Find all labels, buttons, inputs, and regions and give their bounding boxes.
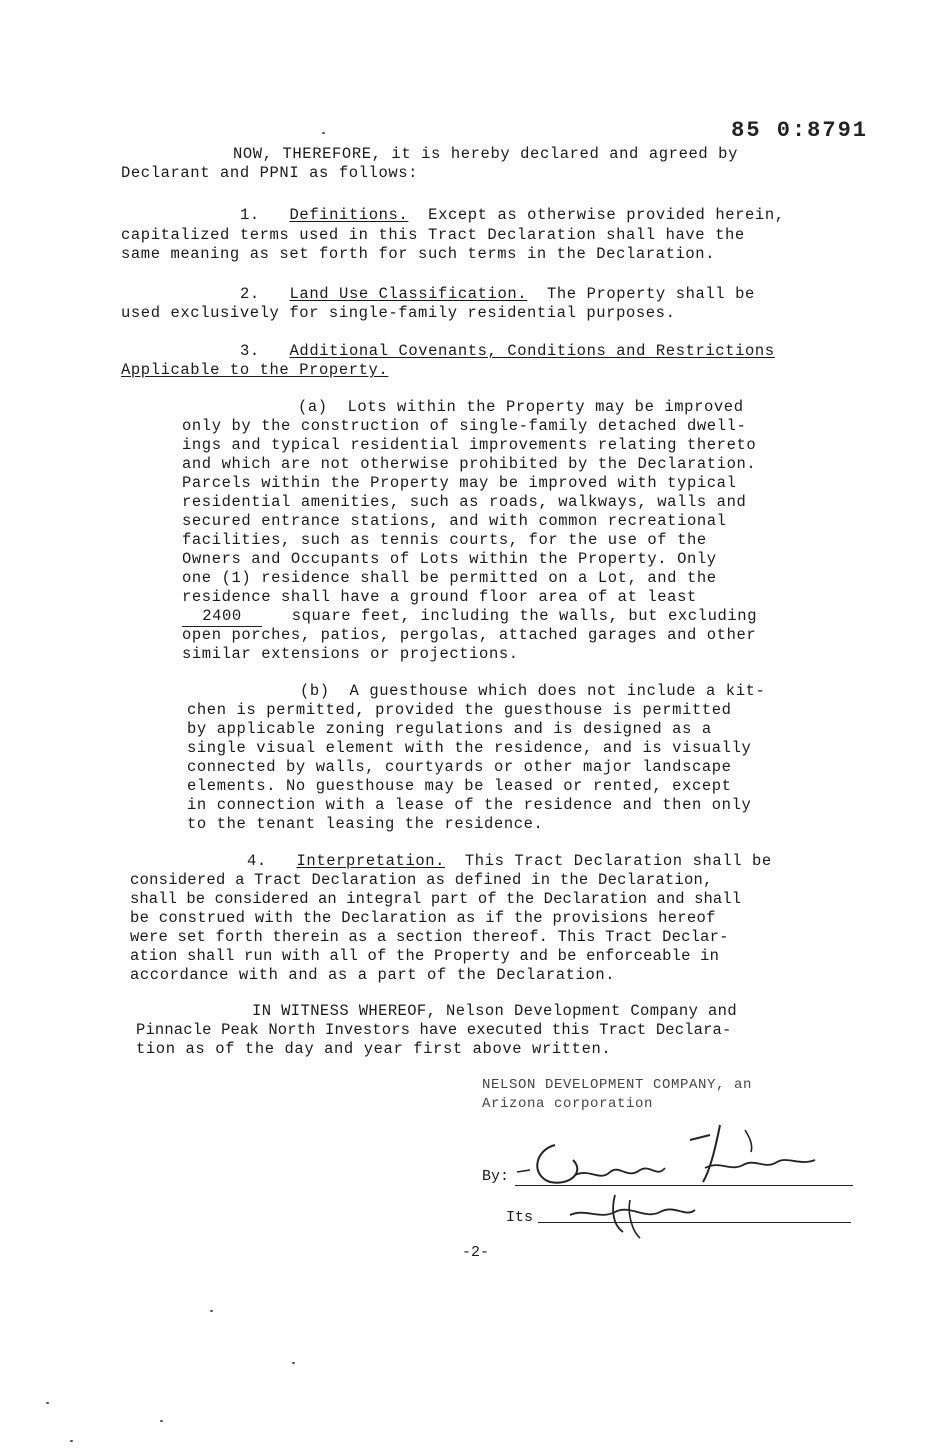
signature-scribble	[515, 1120, 855, 1250]
para-b-line-2: chen is permitted, provided the guesthouse is permitted	[187, 701, 732, 719]
section-4-first-line: 4. Interpretation. This Tract Declaration shall be	[247, 852, 772, 870]
para-a-label: (a)	[298, 398, 328, 416]
page-number: -2-	[462, 1244, 490, 1261]
scan-speck	[70, 1440, 73, 1442]
section-2-first-line: 2. Land Use Classification. The Property shall be	[240, 285, 755, 303]
section-4-line-6: ation shall run with all of the Property and be enforceable in	[130, 947, 720, 965]
para-b-line-7: in connection with a lease of the residence and then only	[187, 796, 752, 814]
intro-line-1: NOW, THEREFORE, it is hereby declared and agreed by	[233, 145, 738, 163]
section-1-heading: Definitions.	[289, 206, 409, 224]
section-2-heading: Land Use Classification.	[289, 285, 528, 303]
para-b-label: (b)	[300, 682, 330, 700]
para-a-line-12: 2400 square feet, including the walls, but excluding	[182, 607, 757, 627]
by-label: By:	[482, 1168, 510, 1185]
section-4-line-2: considered a Tract Declaration as defined in the Declaration,	[130, 871, 713, 889]
witness-line-2: Pinnacle Peak North Investors have executed this Tract Declara-	[136, 1021, 732, 1039]
para-a-first-line: (a) Lots within the Property may be improved	[298, 398, 744, 416]
section-1-line-2: capitalized terms used in this Tract Declaration shall have the	[121, 226, 745, 244]
para-b-line-8: to the tenant leasing the residence.	[187, 815, 544, 833]
area-value-blank: 2400	[182, 607, 262, 627]
para-b-line-3: by applicable zoning regulations and is designed as a	[187, 720, 712, 738]
section-1-first-line: 1. Definitions. Except as otherwise provided herein,	[240, 206, 785, 224]
scan-speck	[292, 1362, 295, 1364]
section-4-line-5: were set forth therein as a section thereof. This Tract Declar-	[130, 928, 729, 946]
para-a-line-6: residential amenities, such as roads, walkways, walls and	[182, 493, 747, 511]
witness-line-1: IN WITNESS WHEREOF, Nelson Development Company and	[252, 1002, 738, 1020]
intro-line-2: Declarant and PPNI as follows:	[121, 164, 419, 182]
section-4-heading: Interpretation.	[296, 852, 446, 870]
scan-speck	[46, 1402, 49, 1404]
section-3-heading-line-1: 3. Additional Covenants, Conditions and Restrictions	[240, 342, 775, 360]
para-b-first-line: (b) A guesthouse which does not include a kit-	[300, 682, 766, 700]
section-4-line-4: be construed with the Declaration as if the provisions hereof	[130, 909, 716, 927]
section-4-line-7: accordance with and as a part of the Declaration.	[130, 966, 616, 984]
para-a-line-10: one (1) residence shall be permitted on a Lot, and the	[182, 569, 717, 587]
signatory-company: NELSON DEVELOPMENT COMPANY, an	[482, 1077, 753, 1093]
para-a-line-11: residence shall have a ground floor area of at least	[182, 588, 697, 606]
section-3-number: 3.	[240, 342, 260, 360]
para-a-line-4: and which are not otherwise prohibited by the Declaration.	[182, 455, 757, 473]
para-b-line-6: elements. No guesthouse may be leased or rented, except	[187, 777, 732, 795]
witness-line-3: tion as of the day and year first above written.	[136, 1040, 612, 1058]
scan-speck	[160, 1420, 163, 1422]
para-b-line-5: connected by walls, courtyards or other major landscape	[187, 758, 732, 776]
section-1-number: 1.	[240, 206, 260, 224]
scan-speck	[210, 1310, 213, 1312]
section-2-line-2: used exclusively for single-family residential purposes.	[121, 304, 676, 322]
para-a-line-8: facilities, such as tennis courts, for the use of the	[182, 531, 707, 549]
para-b-line-4: single visual element with the residence, and is visually	[187, 739, 752, 757]
para-a-line-3: ings and typical residential improvements relating thereto	[182, 436, 757, 454]
para-a-line-2: only by the construction of single-family detached dwell-	[182, 417, 747, 435]
section-1-line-3: same meaning as set forth for such terms in the Declaration.	[121, 245, 716, 263]
its-label: Its	[506, 1209, 534, 1226]
para-a-line-7: secured entrance stations, and with common recreational	[182, 512, 727, 530]
section-4-line-3: shall be considered an integral part of the Declaration and shall	[130, 890, 742, 908]
para-a-line-14: similar extensions or projections.	[182, 645, 519, 663]
scan-speck	[322, 132, 325, 134]
recording-number: 85 0:8791	[731, 118, 868, 143]
para-a-line-13: open porches, patios, pergolas, attached garages and other	[182, 626, 757, 644]
section-2-number: 2.	[240, 285, 260, 303]
para-a-line-9: Owners and Occupants of Lots within the Property. Only	[182, 550, 717, 568]
para-a-line-5: Parcels within the Property may be improved with typical	[182, 474, 737, 492]
signatory-state: Arizona corporation	[482, 1096, 654, 1112]
section-4-number: 4.	[247, 852, 267, 870]
section-3-heading-line-2: Applicable to the Property.	[121, 361, 389, 379]
